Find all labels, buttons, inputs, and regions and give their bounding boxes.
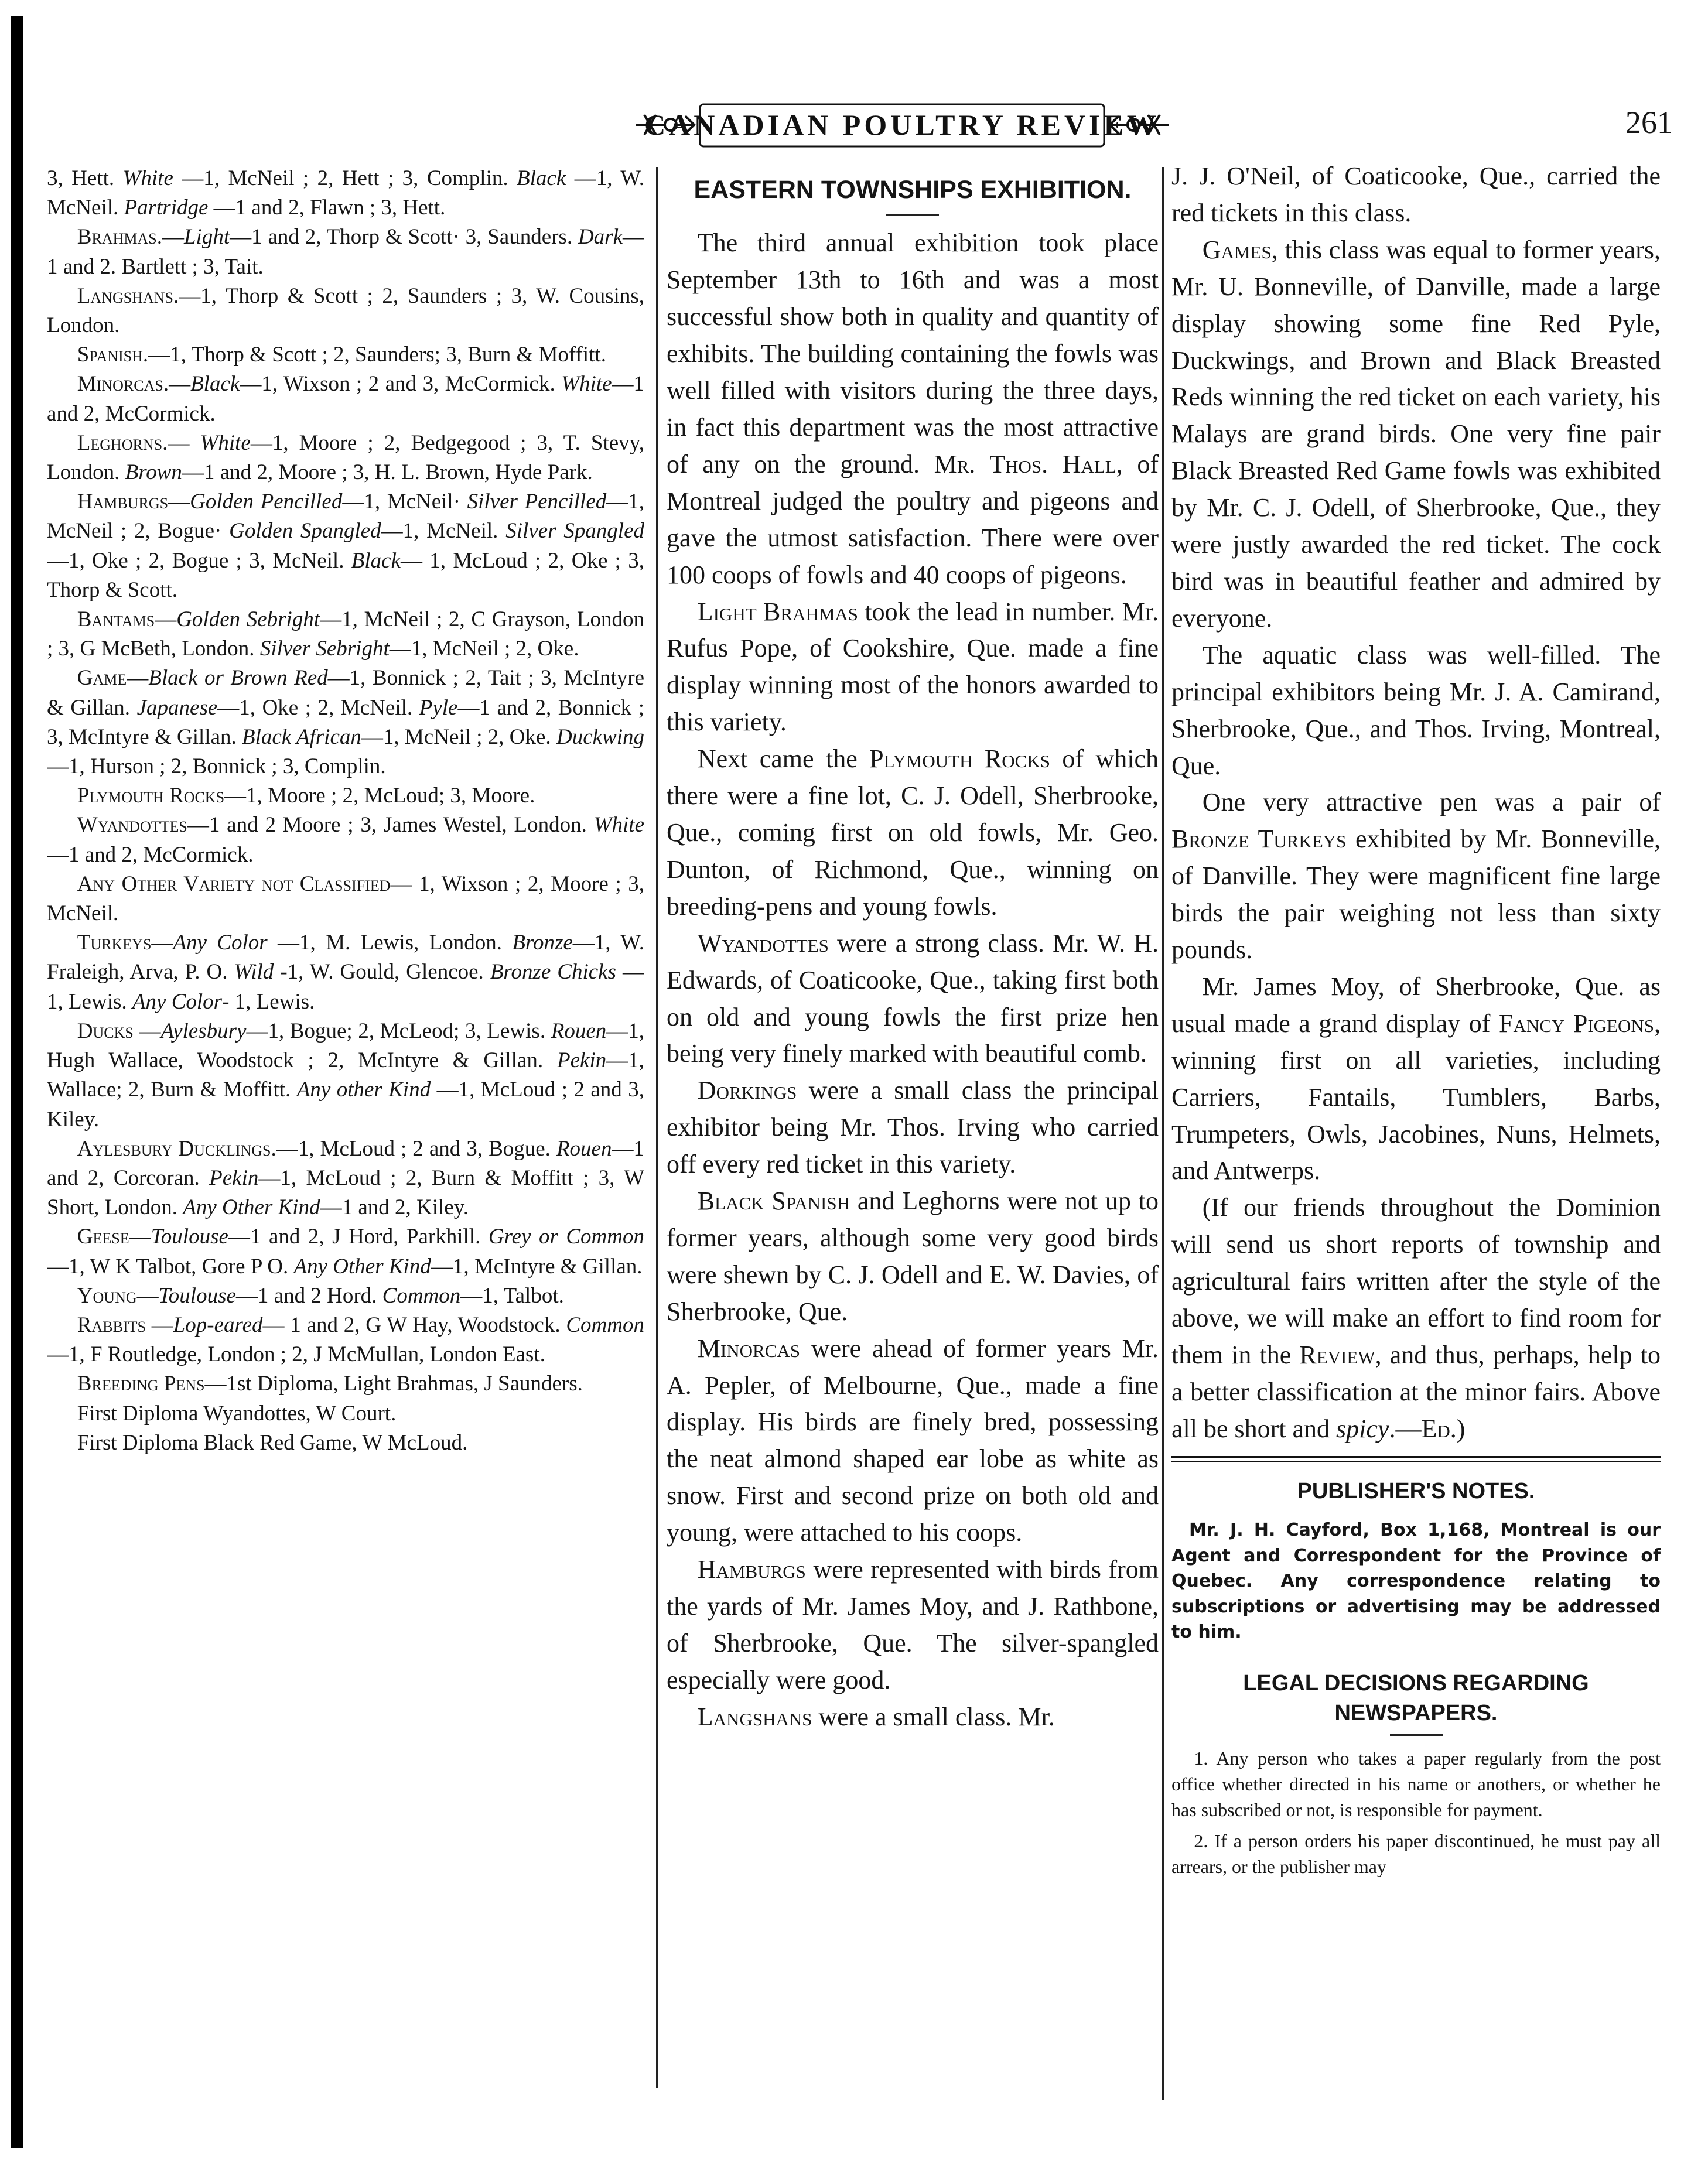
italic-run: Aylesbury: [160, 1018, 247, 1043]
exhibition-report-column: [667, 171, 1159, 2139]
small-caps-run: Rabbits: [77, 1312, 146, 1337]
small-caps-run: Aylesbury Ducklings.: [77, 1136, 276, 1161]
small-caps-run: Minorcas.: [77, 372, 169, 397]
prize-entry: Aylesbury Ducklings.—1, McLoud ; 2 and 3, Bogue. Rouen—1 and 2, Corcoran. Pekin—1, McLoud ; 2, Burn & Moffitt ; 3, W Short, London. Any Other Kind—1 and 2, Kiley.: [47, 1136, 644, 1220]
small-caps-run: Review: [1299, 1341, 1375, 1369]
small-caps-run: Geese: [77, 1225, 129, 1249]
small-caps-run: Games: [1202, 235, 1272, 264]
italic-run: Black: [517, 166, 566, 190]
italic-run: Any other Kind: [296, 1078, 431, 1102]
italic-run: Wild: [234, 960, 274, 985]
italic-run: White: [200, 430, 251, 455]
italic-run: Dark: [578, 225, 623, 249]
prize-entry: Game—Black or Brown Red—1, Bonnick ; 2, Tait ; 3, McIntyre & Gillan. Japanese—1, Oke ; 2, McNeil. Pyle—1 and 2, Bonnick ; 3, McIntyre & Gillan. Black African—1, McNeil ; 2, Oke. Duckwing—1, Hurson ; 2, Bonnick ; 3, Complin.: [47, 666, 644, 779]
small-caps-run: Ed.: [1421, 1414, 1457, 1443]
small-caps-run: Hamburgs: [697, 1555, 806, 1584]
italic-run: Rouen: [551, 1018, 607, 1043]
prize-entry: Plymouth Rocks—1, Moore ; 2, McLoud; 3, Moore.: [77, 784, 535, 808]
italic-run: Pekin: [557, 1048, 607, 1073]
page-number: 261: [1625, 105, 1673, 140]
masthead-banner: [630, 93, 1174, 157]
italic-run: Golden Pencilled: [190, 490, 343, 514]
legal-item: 2. If a person orders his paper discontinued, he must pay all arrears, or the publisher may: [1171, 1830, 1661, 1877]
small-caps-run: Plymouth Rocks: [869, 744, 1050, 774]
small-caps-run: Light Brahmas: [697, 597, 859, 626]
italic-run: Bronze Chicks: [490, 960, 616, 985]
small-caps-run: Dorkings: [697, 1076, 797, 1105]
prize-entry: First Diploma Wyandottes, W Court.: [77, 1401, 397, 1426]
small-caps-run: Bronze Turkeys: [1171, 825, 1347, 854]
article-paragraph: The aquatic class was well-filled. The principal exhibitors being Mr. J. A. Camirand, Sherbrooke, Que., and Thos. Irving, Montreal, Que.: [1171, 640, 1661, 780]
article-paragraph: Games, this class was equal to former years, Mr. U. Bonneville, of Danville, made a large display showing some fine Red Pyle, Duckwings, and Brown and Black Breasted Reds winning the red ticket on each variety, his Malays are grand birds. One very fine pair Black Breasted Red Game fowls was exhibited by Mr. C. J. Odell, of Sherbrooke, Que., they were justly awarded the red ticket. The cock bird was in beautiful feather and admired by everyone.: [1171, 235, 1661, 633]
continued-report-column: [1171, 158, 1661, 2149]
italic-run: Bronze: [512, 931, 573, 955]
italic-run: Golden Sebright: [176, 607, 320, 632]
article-paragraph: Next came the Plymouth Rocks of which there were a fine lot, C. J. Odell, Sherbrooke, Que., coming first on old fowls, Mr. Geo. Dunton, of Richmond, Que., winning on breeding-pens and young fowls.: [667, 744, 1159, 921]
italic-run: Any Color: [173, 931, 268, 955]
italic-run: Black African: [242, 724, 361, 749]
prize-entry: Rabbits —Lop-eared— 1 and 2, G W Hay, Woodstock. Common —1, F Routledge, London ; 2, J McMullan, London East.: [47, 1312, 644, 1367]
page-edge-bar: [11, 16, 23, 2148]
small-caps-run: Game: [77, 666, 127, 691]
article-paragraph: Mr. James Moy, of Sherbrooke, Que. as usual made a grand display of Fancy Pigeons, winning first on all varieties, including Carriers, Fantails, Tumblers, Barbs, Trumpeters, Owls, Jacobines, Nuns, Helmets, and Antwerps.: [1171, 972, 1661, 1185]
prize-entry: Langshans.—1, Thorp & Scott ; 2, Saunders ; 3, W. Cousins, London.: [47, 283, 644, 338]
italic-run: Any Other Kind: [293, 1254, 431, 1279]
prize-entry: Geese—Toulouse—1 and 2, J Hord, Parkhill. Grey or Common —1, W K Talbot, Gore P O. Any Other Kind—1, McIntyre & Gillan.: [47, 1225, 644, 1279]
italic-run: Grey or Common: [488, 1225, 644, 1249]
publishers-notes-heading: PUBLISHER'S NOTES.: [1297, 1478, 1535, 1503]
italic-run: Black: [190, 372, 240, 397]
article-paragraph: Langshans were a small class. Mr.: [697, 1702, 1055, 1731]
small-caps-run: Brahmas.: [77, 225, 162, 249]
article-paragraph: Hamburgs were represented with birds from the yards of Mr. James Moy, and J. Rathbone, of Sherbrooke, Que. The silver-spangled especially were good.: [667, 1555, 1159, 1694]
italic-run: Pekin: [209, 1165, 259, 1190]
article-paragraph: Dorkings were a small class the principal exhibitor being Mr. Thos. Irving who carried off every red ticket in this variety.: [667, 1076, 1159, 1179]
heading-dash: [1390, 1734, 1443, 1736]
article-paragraph: The third annual exhibition took place September 13th to 16th and was a most successful show both in quality and quantity of exhibits. The building containing the fowls was well filled with visitors during the three days, in fact this department was the most attractive of any on the ground. Mr. Thos. Hall, of Montreal judged the poultry and pigeons and gave the utmost satisfaction. There were over 100 coops of fowls and 40 coops of pigeons.: [667, 228, 1159, 589]
small-caps-run: Mr. Thos. Hall: [934, 449, 1116, 478]
agent-notice: Mr. J. H. Cayford, Box 1,168, Montreal is our Agent and Correspondent for the Province of Quebec. Any correspondence relating to subscriptions or advertising may be addressed to him.: [1171, 1520, 1661, 1643]
small-caps-run: Spanish.: [77, 343, 149, 367]
small-caps-run: Minorcas: [697, 1334, 800, 1363]
legal-decisions-heading: LEGAL DECISIONS REGARDING NEWSPAPERS.: [1243, 1670, 1589, 1725]
italic-run: Common: [382, 1283, 461, 1308]
prize-entry: Spanish.—1, Thorp & Scott ; 2, Saunders; 3, Burn & Moffitt.: [77, 343, 606, 367]
prize-entry: Hamburgs—Golden Pencilled—1, McNeil· Silver Pencilled—1, McNeil ; 2, Bogue· Golden Spangled—1, McNeil. Silver Spangled —1, Oke ; 2, Bogue ; 3, McNeil. Black— 1, McLoud ; 2, Oke ; 3, Thorp & Scott.: [47, 490, 644, 602]
small-caps-run: Ducks: [77, 1018, 134, 1043]
prize-entry: Leghorns.— White—1, Moore ; 2, Bedgegood ; 3, T. Stevy, London. Brown—1 and 2, Moore ; 3, H. L. Brown, Hyde Park.: [47, 430, 644, 485]
heading-dash: [886, 214, 939, 216]
masthead-title: CANADIAN POULTRY REVIEW: [644, 108, 1160, 141]
italic-run: Toulouse: [151, 1225, 228, 1249]
small-caps-run: Breeding Pens: [77, 1372, 205, 1396]
prize-entry: Bantams—Golden Sebright—1, McNeil ; 2, C Grayson, London ; 3, G McBeth, London. Silver Sebright—1, McNeil ; 2, Oke.: [47, 607, 644, 661]
prize-entry: Minorcas.—Black—1, Wixson ; 2 and 3, McCormick. White—1 and 2, McCormick.: [47, 372, 644, 426]
column-rule-2: [1162, 167, 1164, 2100]
italic-run: Any Color: [132, 989, 223, 1014]
italic-run: Japanese: [136, 695, 218, 720]
italic-run: Silver Pencilled: [467, 490, 607, 514]
section-double-rule: [1171, 1456, 1661, 1462]
prize-entry: Any Other Variety not Classified— 1, Wixson ; 2, Moore ; 3, McNeil.: [47, 871, 644, 926]
legal-item: 1. Any person who takes a paper regularly from the post office whether directed in his name or anothers, or whether he has subscribed or not, is responsible for payment.: [1171, 1748, 1661, 1821]
small-caps-run: Bantams: [77, 607, 155, 632]
italic-run: White: [122, 166, 173, 190]
prize-entry: Brahmas.—Light—1 and 2, Thorp & Scott· 3, Saunders. Dark—1 and 2. Bartlett ; 3, Tait.: [47, 225, 644, 279]
article-paragraph: J. J. O'Neil, of Coaticooke, Que., carried the red tickets in this class.: [1171, 162, 1661, 227]
article-paragraph: Minorcas were ahead of former years Mr. A. Pepler, of Melbourne, Que., made a fine display. His birds are finely bred, possessing the neat almond shaped ear lobe as white as snow. First and second prize on both old and young, were attached to his coops.: [667, 1334, 1159, 1547]
italic-run: White: [561, 372, 612, 397]
italic-run: Toulouse: [158, 1283, 236, 1308]
italic-run: Any Other Kind: [183, 1195, 320, 1220]
column-rule-1: [656, 167, 658, 2088]
prize-list-column: [47, 164, 644, 2132]
italic-run: Light: [183, 225, 230, 249]
small-caps-run: Langshans: [697, 1702, 812, 1731]
small-caps-run: Turkeys: [77, 931, 152, 955]
small-caps-run: Leghorns.: [77, 430, 168, 455]
article-paragraph: Wyandottes were a strong class. Mr. W. H. Edwards, of Coaticooke, Que., taking first both on old and young fowls the first prize hen being very finely marked with beautiful comb.: [667, 928, 1159, 1068]
prize-entry: Turkeys—Any Color —1, M. Lewis, London. Bronze—1, W. Fraleigh, Arva, P. O. Wild -1, W. Gould, Glencoe. Bronze Chicks —1, Lewis. Any Color- 1, Lewis.: [47, 931, 644, 1014]
prize-entry: Young—Toulouse—1 and 2 Hord. Common—1, Talbot.: [77, 1283, 564, 1308]
small-caps-run: Wyandottes: [697, 928, 829, 958]
small-caps-run: Plymouth Rocks: [77, 784, 225, 808]
italic-run: Common: [566, 1312, 644, 1337]
italic-run: Black or Brown Red: [148, 666, 328, 691]
prize-entry: Ducks —Aylesbury—1, Bogue; 2, McLeod; 3, Lewis. Rouen—1, Hugh Wallace, Woodstock ; 2, McIntyre & Gillan. Pekin—1, Wallace; 2, Burn & Moffitt. Any other Kind —1, McLoud ; 2 and 3, Kiley.: [47, 1018, 644, 1132]
small-caps-run: Young: [77, 1283, 137, 1308]
article-paragraph: (If our friends throughout the Dominion will send us short reports of township and agricultural fairs written after the style of the above, we will make an effort to find room for them in the Review, and thus, perhaps, help to a better classification at the minor fairs. Above all be short and spicy.—Ed.): [1171, 1193, 1661, 1443]
italic-run: Lop-eared: [173, 1312, 263, 1337]
prize-entry: Breeding Pens—1st Diploma, Light Brahmas, J Saunders.: [77, 1372, 583, 1396]
prize-entry: 3, Hett. White —1, McNeil ; 2, Hett ; 3, Complin. Black —1, W. McNeil. Partridge —1 and 2, Flawn ; 3, Hett.: [47, 166, 644, 220]
italic-run: Partridge: [124, 196, 209, 220]
article-heading: EASTERN TOWNSHIPS EXHIBITION.: [694, 176, 1132, 204]
small-caps-run: Hamburgs: [77, 490, 169, 514]
prize-entry: First Diploma Black Red Game, W McLoud.: [77, 1430, 468, 1455]
italic-run: Pyle: [419, 695, 458, 720]
italic-run: Silver Sebright: [259, 637, 390, 661]
small-caps-run: Wyandottes: [77, 813, 187, 838]
italic-run: Black: [351, 548, 401, 573]
article-paragraph: Black Spanish and Leghorns were not up to former years, although some very good birds were shewn by C. J. Odell and E. W. Davies, of Sherbrooke, Que.: [667, 1187, 1159, 1326]
italic-run: Golden Spangled: [229, 519, 381, 544]
small-caps-run: Fancy Pigeons: [1499, 1009, 1655, 1038]
small-caps-run: Any Other Variety not Classified: [77, 871, 391, 896]
italic-run: Brown: [125, 460, 182, 485]
article-paragraph: Light Brahmas took the lead in number. Mr. Rufus Pope, of Cookshire, Que. made a fine display winning most of the honors awarded to this variety.: [667, 597, 1159, 737]
italic-run: spicy: [1336, 1414, 1389, 1443]
article-paragraph: One very attractive pen was a pair of Bronze Turkeys exhibited by Mr. Bonneville, of Danville. They were magnificent fine large birds the pair weighing not less than sixty pounds.: [1171, 788, 1661, 965]
italic-run: Rouen: [556, 1136, 612, 1161]
small-caps-run: Langshans.: [77, 283, 179, 308]
small-caps-run: Black Spanish: [697, 1187, 850, 1216]
italic-run: Duckwing: [556, 724, 644, 749]
italic-run: White: [593, 813, 644, 838]
prize-entry: Wyandottes—1 and 2 Moore ; 3, James Westel, London. White —1 and 2, McCormick.: [47, 813, 644, 867]
italic-run: Silver Spangled: [505, 519, 644, 544]
